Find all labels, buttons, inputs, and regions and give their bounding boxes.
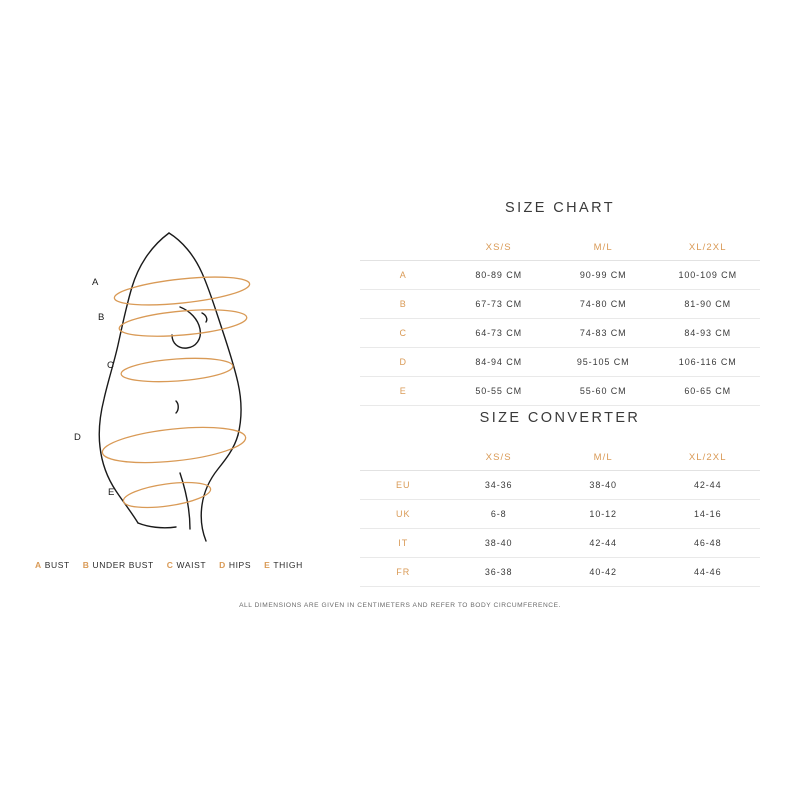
size-converter-cell-1-0: 6-8 — [446, 500, 551, 529]
size-converter-cell-2-0: 38-40 — [446, 529, 551, 558]
size-chart-cell-2-1: 74-83 CM — [551, 319, 656, 348]
size-chart-cell-1-2: 81-90 CM — [655, 290, 760, 319]
size-chart-row-label-1: B — [360, 290, 446, 319]
size-chart-table — [360, 234, 760, 406]
legend-label-d: HIPS — [228, 560, 252, 570]
footnote-text: ALL DIMENSIONS ARE GIVEN IN CENTIMETERS AND REFER TO BODY CIRCUMFERENCE. — [239, 602, 561, 609]
size-chart-cell-0-1: 90-99 CM — [551, 261, 656, 290]
table-row — [360, 377, 760, 406]
legend-letter-b: B — [82, 560, 90, 570]
size-converter-cell-1-1: 10-12 — [551, 500, 656, 529]
marker-label-c: C — [107, 360, 115, 371]
measure-ellipse-a — [113, 272, 251, 310]
size-chart-cell-0-2: 100-109 CM — [655, 261, 760, 290]
table-row — [360, 471, 760, 500]
table-row — [360, 529, 760, 558]
size-converter-cell-1-2: 14-16 — [655, 500, 760, 529]
legend-label-a: BUST — [44, 560, 70, 570]
legend-label-c: WAIST — [176, 560, 207, 570]
size-converter-cell-3-1: 40-42 — [551, 558, 656, 587]
measure-ellipse-d — [101, 422, 248, 469]
size-converter-row-label-3: FR — [360, 558, 446, 587]
body-measurement-figure — [30, 215, 340, 545]
size-converter-col-1: XS/S — [446, 444, 551, 471]
legend-item-b — [83, 560, 154, 570]
size-chart-cell-2-0: 64-73 CM — [446, 319, 551, 348]
size-converter-title: SIZE CONVERTER — [479, 410, 641, 426]
size-chart-row-label-3: D — [360, 348, 446, 377]
table-row — [360, 319, 760, 348]
measure-ellipse-c — [120, 355, 233, 385]
table-row — [360, 500, 760, 529]
legend-letter-c: C — [166, 560, 174, 570]
table-row — [360, 348, 760, 377]
size-converter-col-2: M/L — [551, 444, 656, 471]
size-converter-row-label-2: IT — [360, 529, 446, 558]
size-chart-row-label-0: A — [360, 261, 446, 290]
size-converter-cell-0-1: 38-40 — [551, 471, 656, 500]
size-converter-table — [360, 444, 760, 587]
size-converter-cell-3-0: 36-38 — [446, 558, 551, 587]
size-converter-cell-0-0: 34-36 — [446, 471, 551, 500]
size-converter-cell-3-2: 44-46 — [655, 558, 760, 587]
size-chart-cell-4-2: 60-65 CM — [655, 377, 760, 406]
size-chart-header-row — [360, 234, 760, 261]
size-converter-cell-0-2: 42-44 — [655, 471, 760, 500]
size-chart-row-label-2: C — [360, 319, 446, 348]
size-chart-cell-1-1: 74-80 CM — [551, 290, 656, 319]
legend-label-e: THIGH — [273, 560, 303, 570]
measure-ellipse-b — [118, 305, 248, 340]
legend-label-b: UNDER BUST — [92, 560, 154, 570]
table-row — [360, 558, 760, 587]
legend-item-d — [219, 560, 251, 570]
marker-label-d: D — [74, 432, 82, 443]
size-converter-row-label-0: EU — [360, 471, 446, 500]
legend-letter-d: D — [219, 560, 226, 570]
size-chart-col-2: M/L — [551, 234, 656, 261]
size-converter-header-row — [360, 444, 760, 471]
size-converter-col-3: XL/2XL — [655, 444, 760, 471]
size-converter-row-label-1: UK — [360, 500, 446, 529]
legend-item-c — [167, 560, 206, 570]
size-chart-cell-1-0: 67-73 CM — [446, 290, 551, 319]
size-converter-col-0 — [360, 444, 446, 471]
size-chart-cell-2-2: 84-93 CM — [655, 319, 760, 348]
female-torso-illustration — [30, 215, 340, 545]
marker-label-a: A — [92, 277, 99, 288]
size-chart-col-3: XL/2XL — [655, 234, 760, 261]
size-chart-cell-3-2: 106-116 CM — [655, 348, 760, 377]
size-chart-col-0 — [360, 234, 446, 261]
size-chart-block — [360, 200, 760, 406]
size-chart-cell-4-1: 55-60 CM — [551, 377, 656, 406]
legend-item-a — [35, 560, 70, 570]
table-row — [360, 290, 760, 319]
legend-letter-a: A — [35, 560, 42, 570]
size-chart-row-label-4: E — [360, 377, 446, 406]
size-chart-cell-3-1: 95-105 CM — [551, 348, 656, 377]
size-chart-title: SIZE CHART — [505, 200, 615, 216]
size-converter-cell-2-2: 46-48 — [655, 529, 760, 558]
legend-item-e — [264, 560, 303, 570]
size-converter-block — [360, 410, 760, 587]
table-row — [360, 261, 760, 290]
measure-ellipse-e — [122, 478, 212, 512]
size-chart-cell-0-0: 80-89 CM — [446, 261, 551, 290]
figure-legend — [35, 560, 355, 570]
size-converter-cell-2-1: 42-44 — [551, 529, 656, 558]
marker-label-e: E — [108, 487, 115, 498]
size-chart-cell-4-0: 50-55 CM — [446, 377, 551, 406]
size-chart-col-1: XS/S — [446, 234, 551, 261]
marker-label-b: B — [98, 312, 105, 323]
legend-letter-e: E — [264, 560, 271, 570]
size-chart-cell-3-0: 84-94 CM — [446, 348, 551, 377]
